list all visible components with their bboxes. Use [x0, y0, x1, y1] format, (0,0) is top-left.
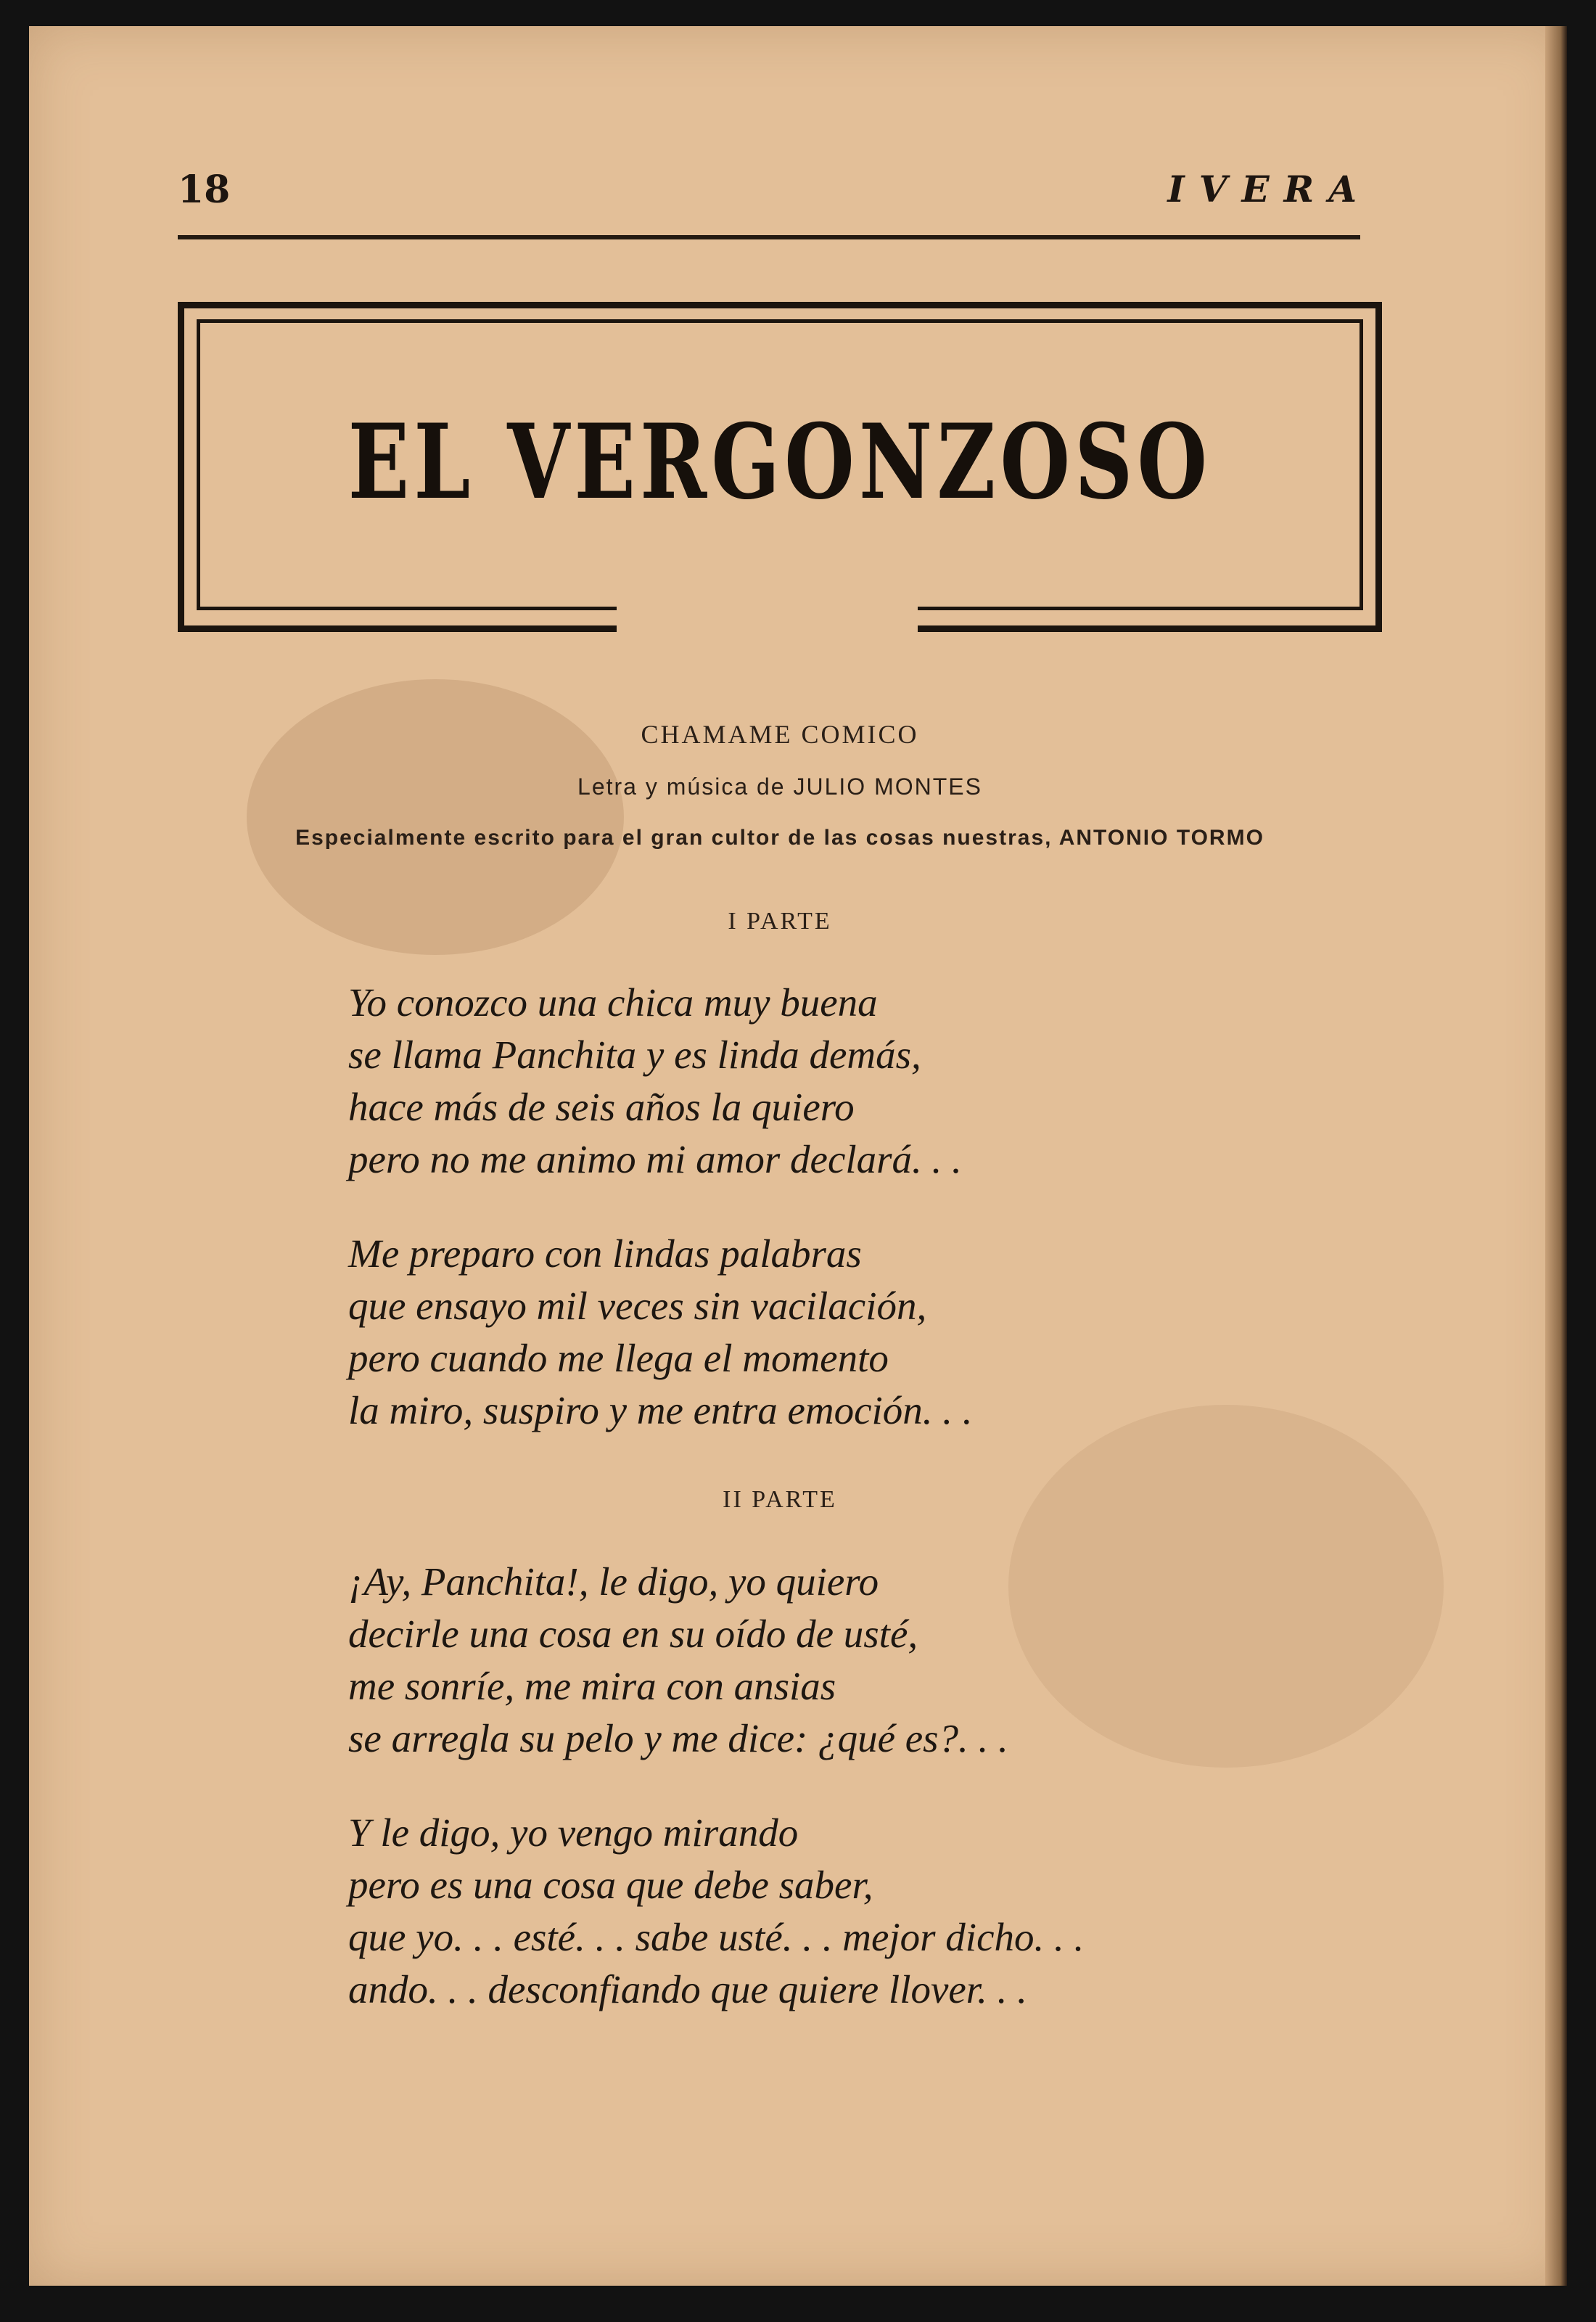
stanza [348, 1556, 1291, 1765]
page-number: 18 [178, 168, 231, 212]
magazine-name: IVERA [1167, 168, 1371, 210]
verse-line: Y le digo, yo vengo mirando [348, 1810, 799, 1855]
verse-line: ando. . . desconfiando que quiere llover. . . [348, 1967, 1027, 2011]
frame-bottom-outer-right [918, 625, 1382, 632]
verse-line: hace más de seis años la quiero [348, 1085, 855, 1129]
frame-top-inner [197, 319, 1363, 323]
verse-line: pero no me animo mi amor declará. . . [348, 1137, 962, 1181]
verse-line: decirle una cosa en su oído de usté, [348, 1612, 918, 1656]
song-credits: Letra y música de JULIO MONTES [577, 774, 982, 800]
part-heading: I PARTE [728, 908, 832, 935]
verse-line: pero es una cosa que debe saber, [348, 1863, 873, 1907]
verse-line: me sonríe, me mira con ansias [348, 1664, 836, 1708]
verse-line: Yo conozco una chica muy buena [348, 980, 878, 1025]
stanza [348, 977, 1291, 1186]
part-heading: II PARTE [723, 1486, 837, 1513]
stanza [348, 1807, 1291, 2016]
frame-left-inner [197, 319, 200, 610]
verse-line: se arregla su pelo y me dice: ¿qué es?. . . [348, 1716, 1008, 1760]
song-dedication: Especialmente escrito para el gran cultor de las cosas nuestras, ANTONIO TORMO [295, 826, 1264, 850]
title-frame [178, 302, 1382, 632]
verse-line: que yo. . . esté. . . sabe usté. . . mejor dicho. . . [348, 1915, 1085, 1959]
frame-right-inner [1360, 319, 1363, 610]
frame-left-outer [178, 302, 184, 632]
page-spine-edge [1545, 26, 1567, 2286]
song-title: EL VERGONZOSO [347, 402, 1212, 522]
frame-top-outer [178, 302, 1382, 308]
song-genre: CHAMAME COMICO [641, 720, 919, 749]
verse-line: la miro, suspiro y me entra emoción. . . [348, 1388, 973, 1432]
header-rule [178, 235, 1360, 239]
verse-line: pero cuando me llega el momento [348, 1336, 889, 1380]
stanza [348, 1228, 1291, 1437]
frame-bottom-inner-left [197, 607, 617, 610]
magazine-page [29, 26, 1567, 2286]
frame-bottom-inner-right [918, 607, 1363, 610]
frame-bottom-outer-left [178, 625, 617, 632]
verse-line: ¡Ay, Panchita!, le digo, yo quiero [348, 1559, 879, 1604]
verse-line: se llama Panchita y es linda demás, [348, 1033, 921, 1077]
verse-line: Me preparo con lindas palabras [348, 1231, 862, 1276]
frame-right-outer [1375, 302, 1382, 632]
verse-line: que ensayo mil veces sin vacilación, [348, 1284, 927, 1328]
